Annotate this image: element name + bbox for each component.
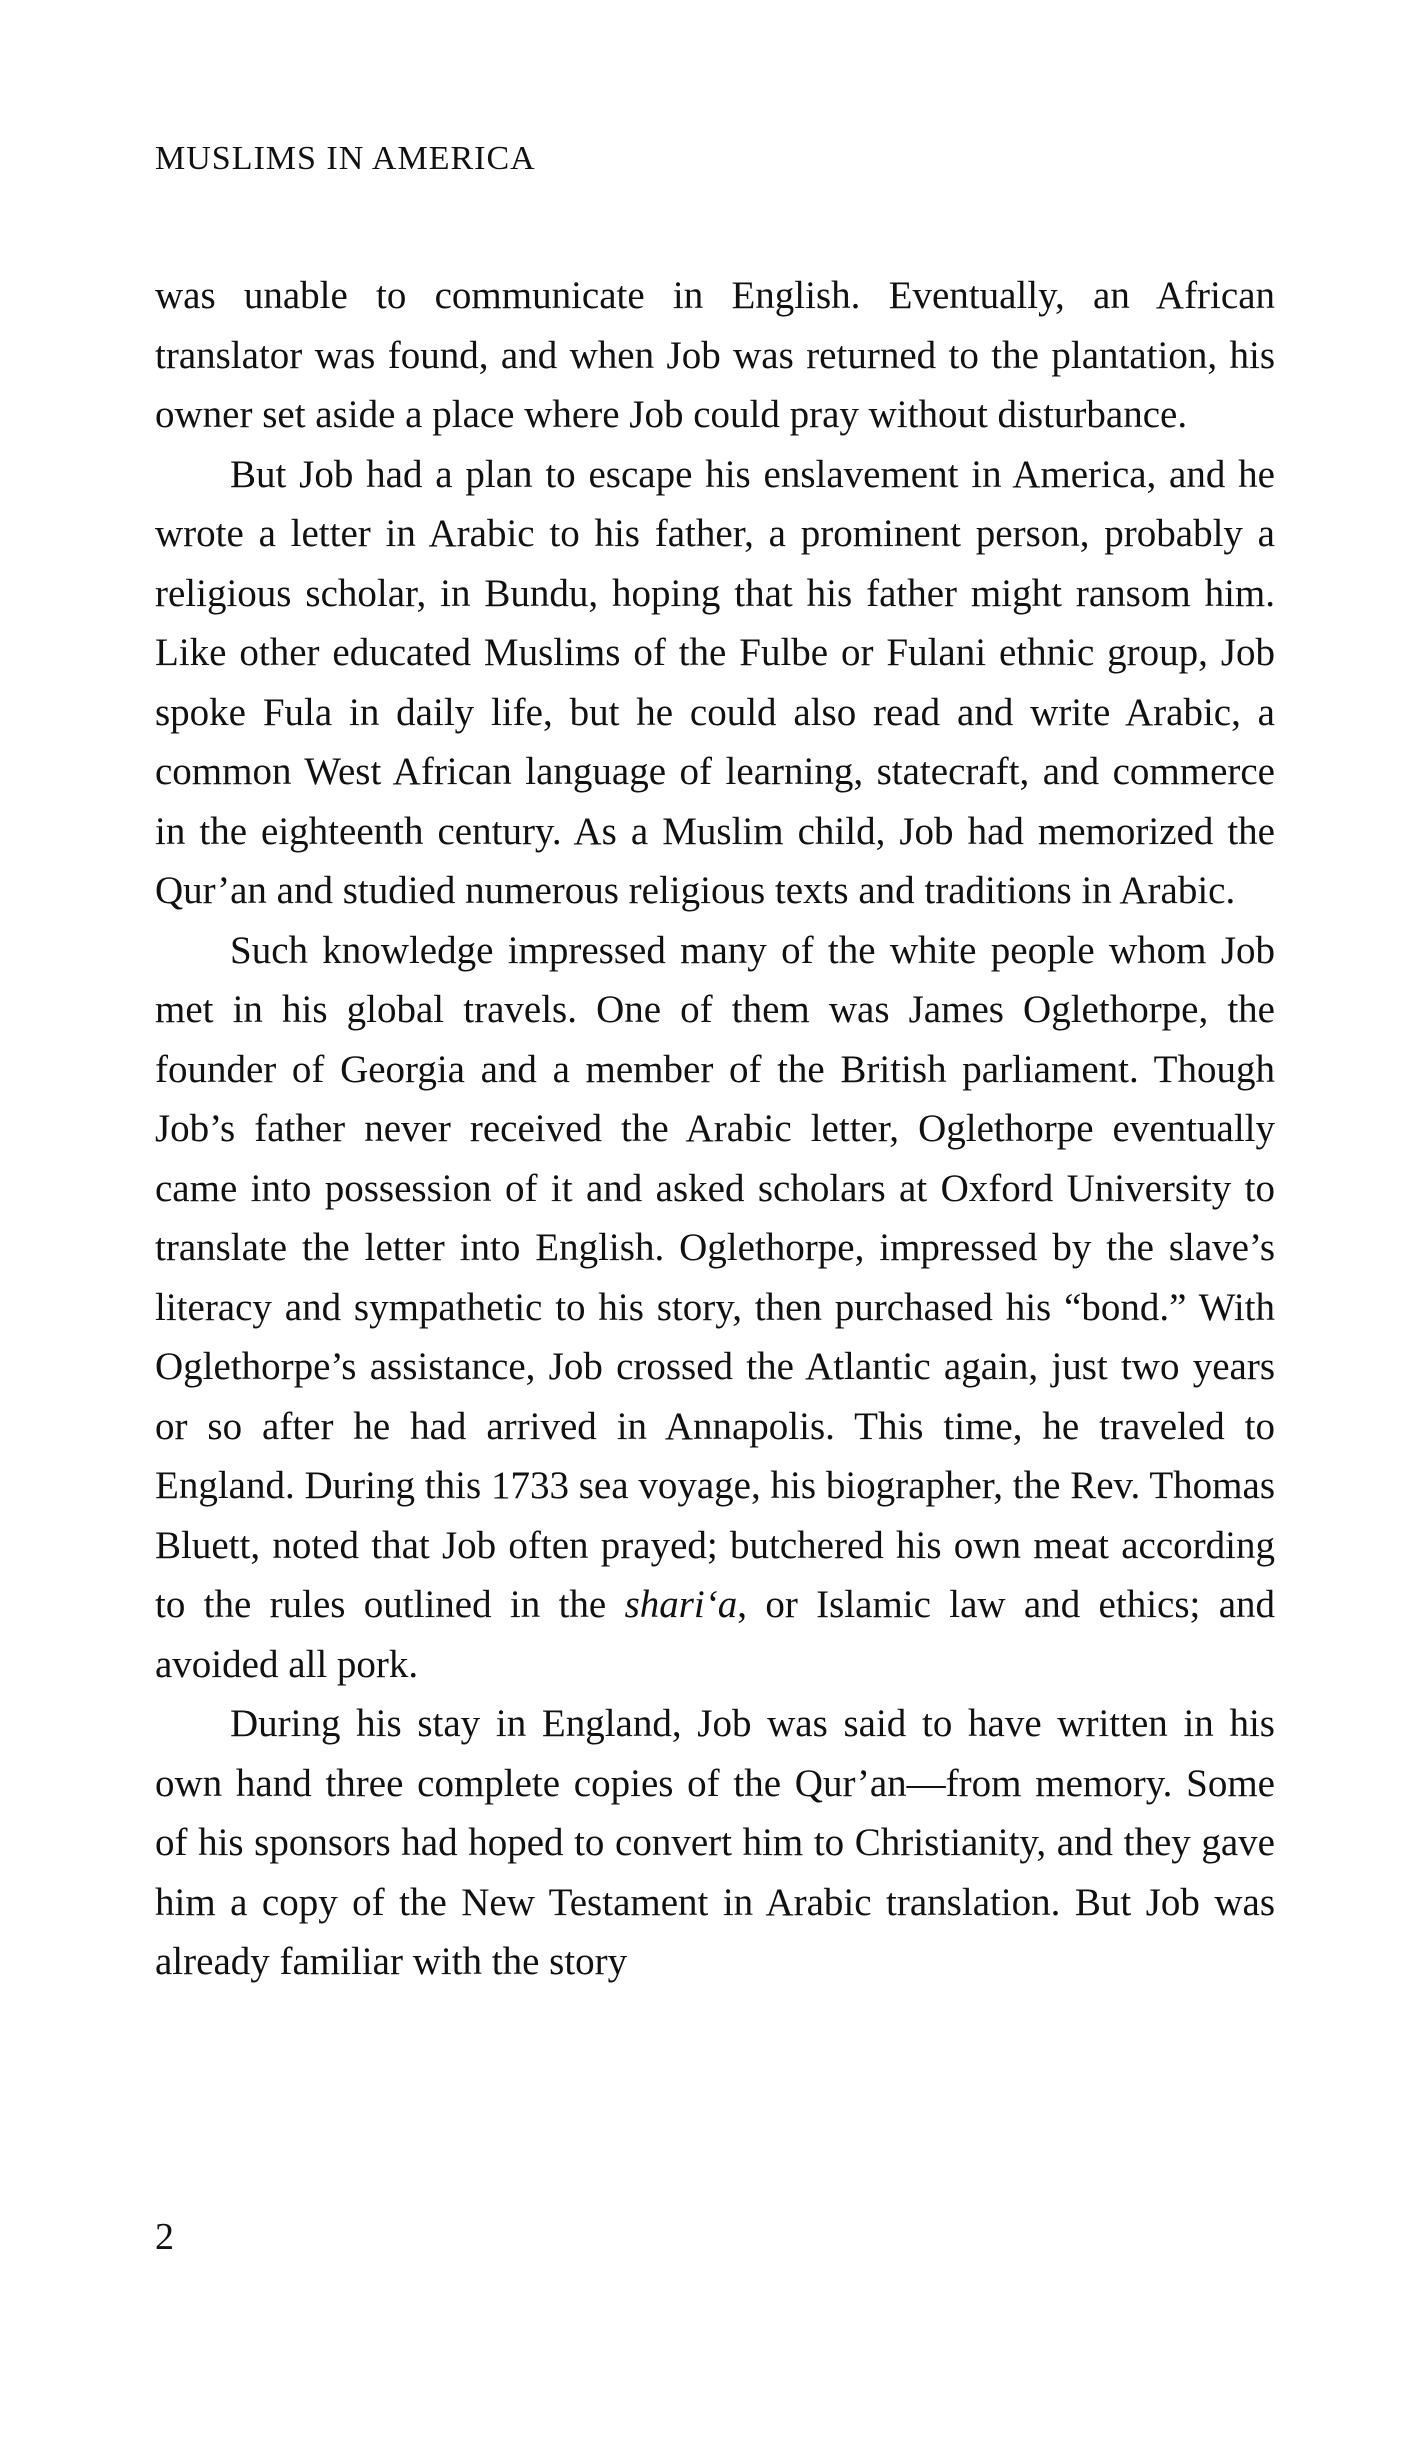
- paragraph: was unable to communicate in English. Eventually, an African translator was found, and when Job was returned to the plantation, his owner set aside a place where Job could pray without disturbance.: [155, 274, 1275, 436]
- page-number: 2: [155, 2216, 174, 2258]
- paragraph-text: , or Islamic law and ethics; and avoided all pork.: [155, 1583, 1276, 1686]
- running-head: MUSLIMS IN AMERICA: [155, 140, 536, 177]
- paragraph-text: Such knowledge impressed many of the white people whom Job met in his global travels. One of them was James Oglethorpe, the founder of Georgia and a member of the British parliament. Though Job’s father never received the Arabic letter, Oglethorpe eventually came into possession of it and asked scholars at Oxford University to translate the letter into English. Oglethorpe, impressed by the slave’s literacy and sympathetic to his story, then purchased his “bond.” With Oglethorpe’s assistance, Job crossed the Atlantic again, just two years or so after he had arrived in Annapolis. This time, he traveled to England. During this 1733 sea voyage, his biographer, the Rev. Thomas Bluett, noted that Job often prayed; butchered his own meat according to the rules outlined in the: [155, 928, 1275, 1626]
- paragraph: During his stay in England, Job was said to have written in his own hand three complete copies of the Qur’an—from memory. Some of his sponsors had hoped to convert him to Christianity, and they gave him a copy of the New Testament in Arabic translation. But Job was already familiar with the story: [155, 1702, 1275, 1983]
- italic-term: shari‘a: [624, 1583, 738, 1626]
- paragraph: [155, 921, 1275, 1695]
- paragraph: But Job had a plan to escape his enslavement in America, and he wrote a letter in Arabic to his father, a prominent person, probably a religious scholar, in Bundu, hoping that his father might ransom him. Like other educated Muslims of the Fulbe or Fulani ethnic group, Job spoke Fula in daily life, but he could also read and write Arabic, a common West African language of learning, statecraft, and commerce in the eighteenth century. As a Muslim child, Job had memorized the Qur’an and studied numerous religious texts and traditions in Arabic.: [155, 452, 1275, 912]
- page-body: [155, 266, 1275, 1992]
